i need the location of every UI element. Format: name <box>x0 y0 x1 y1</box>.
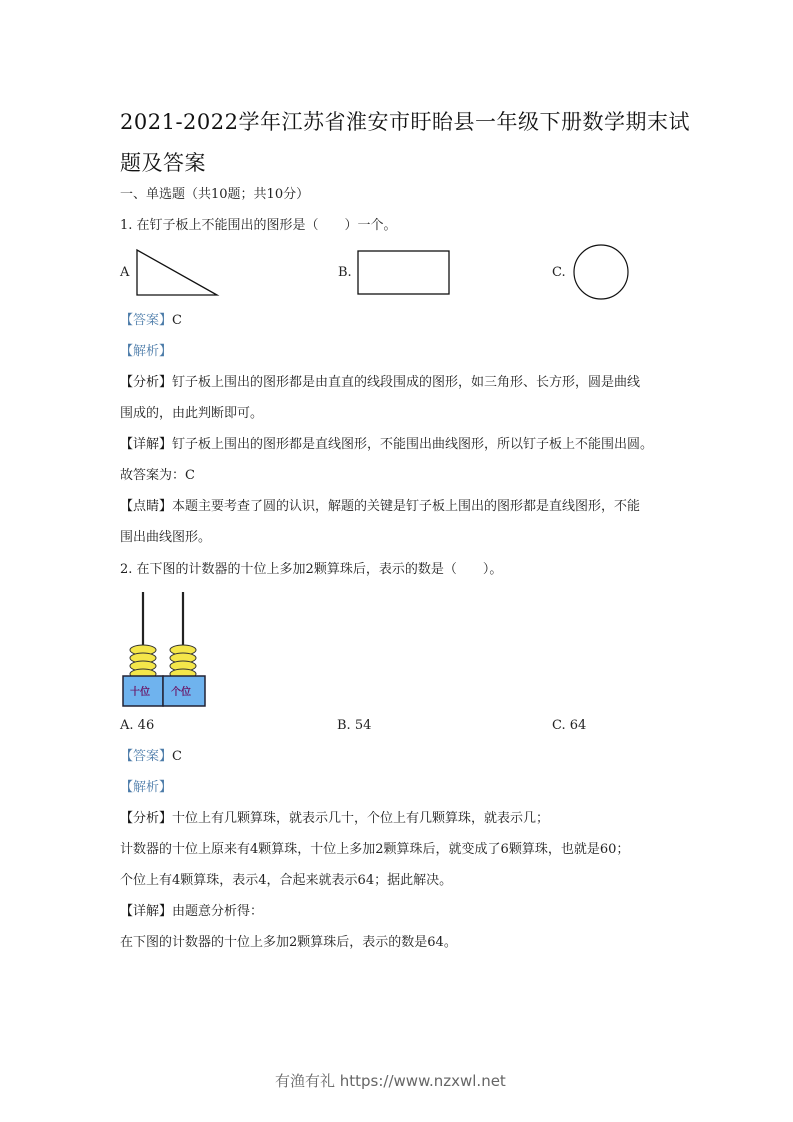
fenxi-label: 【分析】 <box>120 375 173 390</box>
dianjing-line-1 <box>120 499 640 515</box>
q2-fenxi-line-3: 个位上有4颗算珠，表示4，合起来就表示64；据此解决。 <box>120 873 453 888</box>
answer-label: 【答案】 <box>120 749 173 764</box>
answer-value: C <box>172 749 182 764</box>
question-text: 在钉子板上不能围出的图形是（ ）一个。 <box>136 218 397 233</box>
xiangjie-text: 由题意分析得： <box>172 904 264 919</box>
q2-option-c <box>552 718 586 734</box>
fenxi-line-1 <box>120 375 640 391</box>
circle-figure <box>570 240 634 304</box>
document-title-line1: 2021-2022学年江苏省淮安市盱眙县一年级下册数学期末试 <box>120 110 690 134</box>
dianjing-label: 【点睛】 <box>120 499 173 514</box>
right-triangle-figure <box>130 245 230 305</box>
option-label: A. <box>120 718 134 733</box>
fenxi-text: 钉子板上围出的图形都是由直直的线段围成的图形，如三角形、长方形，圆是曲线 <box>172 375 641 390</box>
question-1-stem <box>120 218 397 234</box>
q2-fenxi-line-1 <box>120 811 549 827</box>
answer-line <box>120 313 182 329</box>
option-value: 46 <box>137 718 155 733</box>
option-value: 64 <box>569 718 587 733</box>
ones-label: 个位 <box>171 687 191 698</box>
fenxi-label: 【分析】 <box>120 811 173 826</box>
q2-xiangjie-line-1 <box>120 904 263 920</box>
section-header: 一、单选题（共10题；共10分） <box>120 187 310 202</box>
option-label: B. <box>337 718 351 733</box>
q2-answer-line <box>120 749 182 765</box>
xiangjie-line-1 <box>120 437 653 453</box>
answer-label: 【答案】 <box>120 313 173 328</box>
answer-value: C <box>172 313 182 328</box>
rectangle-figure <box>352 245 458 301</box>
abacus-figure <box>118 588 213 710</box>
tens-label: 十位 <box>130 687 150 698</box>
question-2-stem <box>120 562 502 578</box>
document-title-line2: 题及答案 <box>120 151 206 175</box>
xiangjie-label: 【详解】 <box>120 904 173 919</box>
q2-fenxi-line-2: 计数器的十位上原来有4颗算珠，十位上多加2颗算珠后，就变成了6颗算珠，也就是60； <box>120 842 630 857</box>
footer-watermark: 有渔有礼 https://www.nzxwl.net <box>275 1072 506 1090</box>
xiangjie-text: 钉子板上围出的图形都是直线图形，不能围出曲线图形，所以钉子板上不能围出圆。 <box>172 437 654 452</box>
dianjing-line-2: 围出曲线图形。 <box>120 530 212 545</box>
fenxi-text: 十位上有几颗算珠，就表示几十，个位上有几颗算珠，就表示几； <box>172 811 550 826</box>
q2-option-b <box>337 718 371 734</box>
xiangjie-line-2: 故答案为：C <box>120 468 195 483</box>
question-text: 在下图的计数器的十位上多加2颗算珠后，表示的数是（ ）。 <box>136 562 503 577</box>
option-c-label: C. <box>552 265 566 280</box>
dianjing-text: 本题主要考查了圆的认识，解题的关键是钉子板上围出的图形都是直线图形，不能 <box>172 499 641 514</box>
option-a-label: A <box>120 265 130 280</box>
question-number: 1. <box>120 218 133 233</box>
q2-xiangjie-line-2: 在下图的计数器的十位上多加2颗算珠后，表示的数是64。 <box>120 935 457 950</box>
option-b-label: B. <box>338 265 352 280</box>
question-number: 2. <box>120 562 133 577</box>
option-label: C. <box>552 718 566 733</box>
q2-option-a <box>120 718 154 734</box>
analysis-label: 【解析】 <box>120 344 173 359</box>
xiangjie-label: 【详解】 <box>120 437 173 452</box>
q2-analysis-label: 【解析】 <box>120 780 173 795</box>
option-value: 54 <box>354 718 372 733</box>
fenxi-line-2: 围成的，由此判断即可。 <box>120 406 264 421</box>
ones-beads <box>170 645 196 679</box>
tens-beads <box>130 645 156 679</box>
